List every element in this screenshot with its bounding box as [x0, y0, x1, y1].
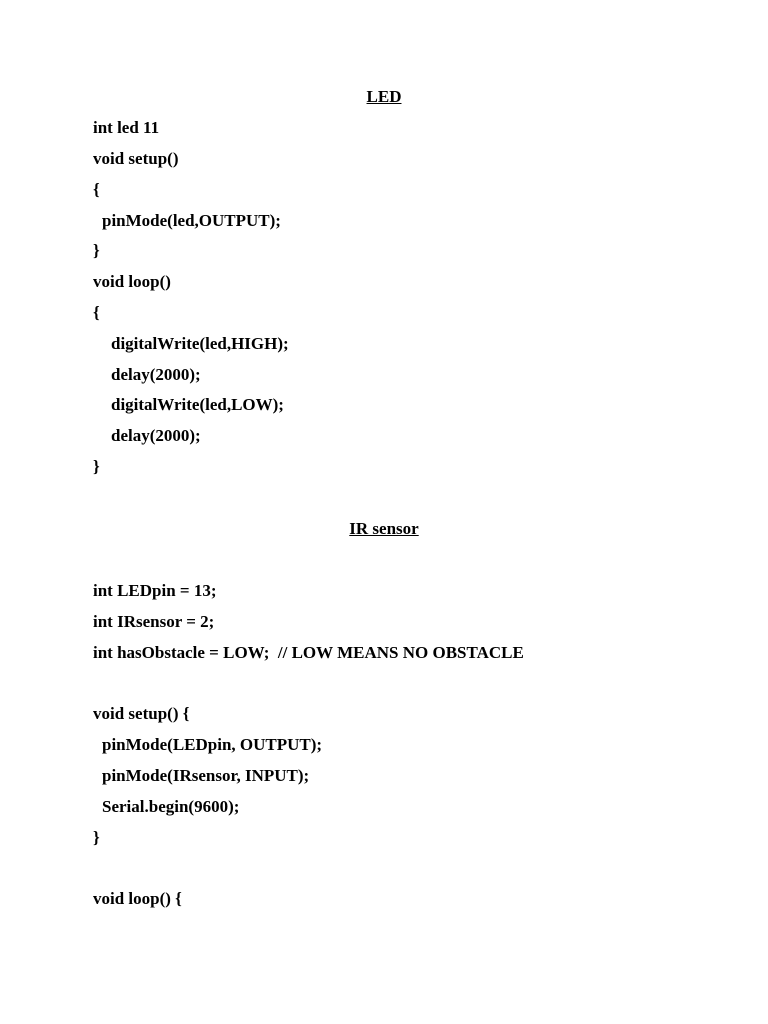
- section-heading-ir-sensor: IR sensor: [349, 519, 419, 538]
- code-line: int hasObstacle = LOW; // LOW MEANS NO OBSTACLE: [93, 643, 524, 662]
- code-line: digitalWrite(led,LOW);: [111, 395, 284, 414]
- code-line: void setup() {: [93, 704, 190, 723]
- code-line: pinMode(IRsensor, INPUT);: [102, 766, 310, 785]
- code-line: void loop(): [93, 272, 171, 291]
- code-line: delay(2000);: [111, 426, 201, 445]
- code-line: {: [93, 303, 100, 322]
- code-line: int led 11: [93, 118, 160, 137]
- code-line: delay(2000);: [111, 365, 201, 384]
- code-line: {: [93, 180, 100, 199]
- code-line: void loop() {: [93, 889, 182, 908]
- code-line: }: [93, 457, 100, 476]
- code-line: int IRsensor = 2;: [93, 612, 215, 631]
- code-line: }: [93, 241, 100, 260]
- code-line: pinMode(led,OUTPUT);: [102, 211, 281, 230]
- code-line: Serial.begin(9600);: [102, 797, 240, 816]
- code-line: digitalWrite(led,HIGH);: [111, 334, 289, 353]
- code-line: pinMode(LEDpin, OUTPUT);: [102, 735, 323, 754]
- section-heading-led: LED: [366, 87, 402, 106]
- code-line: int LEDpin = 13;: [93, 581, 217, 600]
- code-line: void setup(): [93, 149, 179, 168]
- code-line: }: [93, 828, 100, 847]
